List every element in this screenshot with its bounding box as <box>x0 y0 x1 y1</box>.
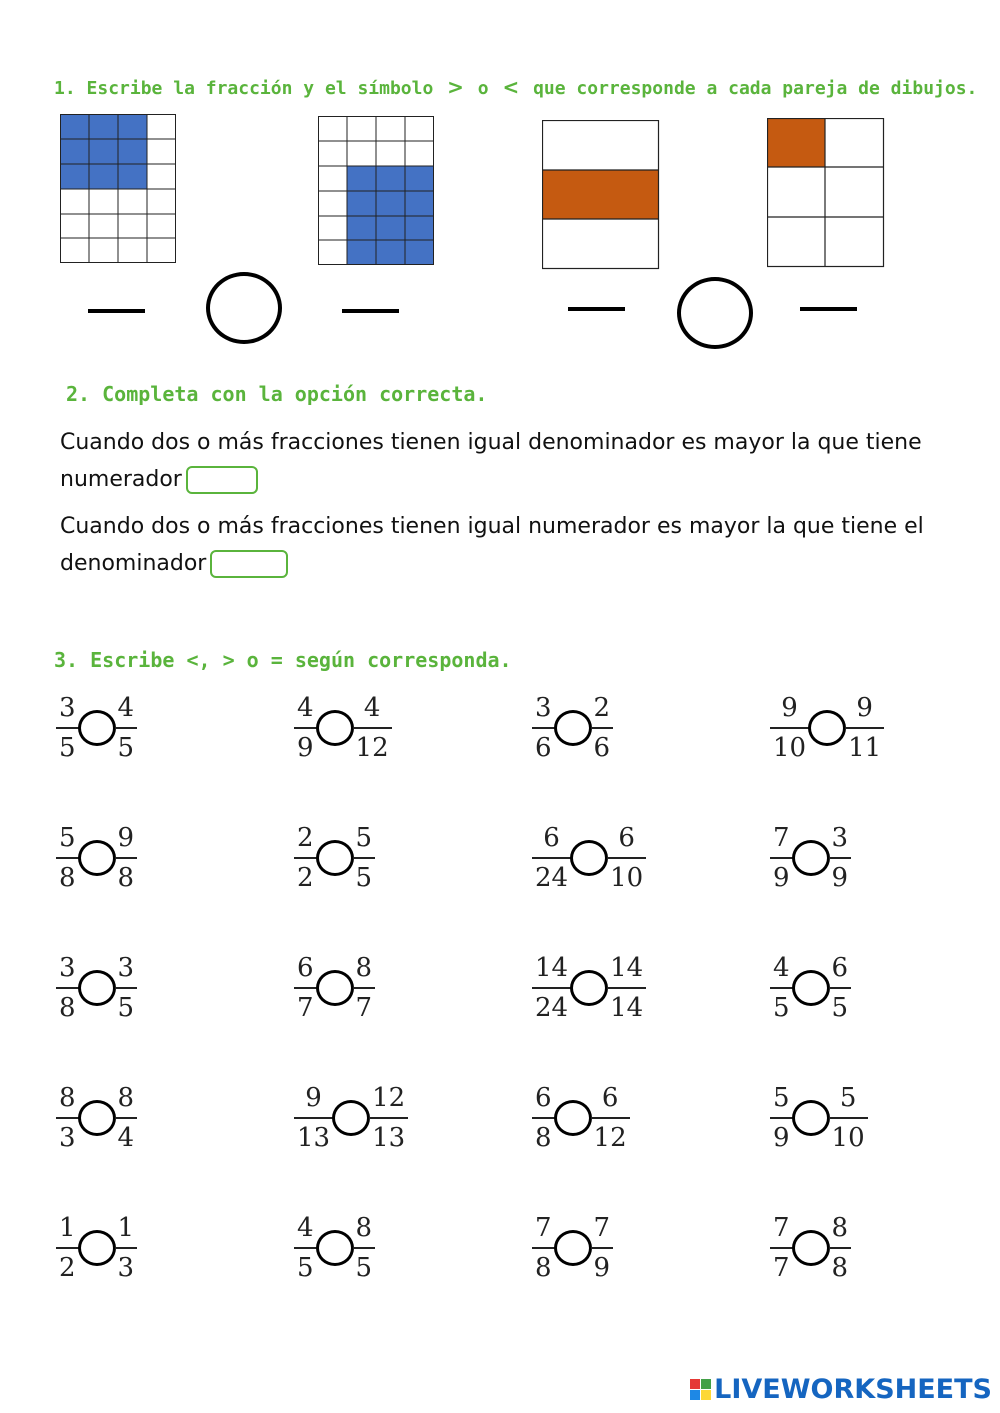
denominator: 6 <box>535 733 552 763</box>
denominator: 10 <box>610 863 644 893</box>
fraction-left <box>770 955 793 1021</box>
fraction-left <box>770 695 809 761</box>
less-than-symbol: < <box>502 75 520 99</box>
numerator: 5 <box>839 1083 857 1113</box>
comparison-symbol-circle[interactable] <box>808 710 846 746</box>
denominator: 11 <box>848 733 882 763</box>
comparison-item <box>770 688 884 768</box>
denominator: 8 <box>831 1253 849 1283</box>
fraction-left <box>532 1085 555 1151</box>
fraction-left <box>56 825 79 891</box>
section-3-title: Escribe <, > o = según corresponda. <box>90 648 512 672</box>
denominator: 9 <box>773 863 790 893</box>
numerator: 6 <box>535 1083 552 1113</box>
comparison-symbol-circle[interactable] <box>554 1100 592 1136</box>
comparison-symbol-circle[interactable] <box>792 1230 830 1266</box>
fraction-answer-line-3[interactable] <box>568 307 625 311</box>
numerator: 4 <box>117 693 135 723</box>
numerator: 6 <box>831 953 849 983</box>
denominator: 5 <box>355 1253 373 1283</box>
numerator: 8 <box>355 1213 373 1243</box>
fraction-left <box>532 955 571 1021</box>
section-2-title: Completa con la opción correcta. <box>102 382 488 406</box>
numerator: 8 <box>117 1083 135 1113</box>
denominator: 13 <box>372 1123 406 1153</box>
comparison-item <box>294 688 392 768</box>
statement-1-label: numerador <box>60 467 182 492</box>
section-2-heading <box>66 382 487 406</box>
fraction-right <box>591 695 614 761</box>
numerator: 6 <box>618 823 635 853</box>
fraction-right <box>353 825 376 891</box>
comparison-symbol-circle[interactable] <box>570 840 608 876</box>
statement-1-line-2 <box>60 466 258 494</box>
denominator: 5 <box>59 733 76 763</box>
denominator: 5 <box>297 1253 314 1283</box>
denominator: 3 <box>117 1253 135 1283</box>
fraction-right <box>829 1085 868 1151</box>
comparison-item <box>770 948 851 1028</box>
fraction-right <box>353 955 376 1021</box>
denominator: 9 <box>297 733 314 763</box>
comparison-item <box>56 688 137 768</box>
fraction-answer-line-1[interactable] <box>88 309 145 313</box>
fraction-left <box>56 1215 79 1281</box>
blue-fraction-figure-2 <box>318 116 435 266</box>
fraction-left <box>770 825 793 891</box>
numerator: 9 <box>856 693 873 723</box>
denominator: 24 <box>535 993 569 1023</box>
numerator: 7 <box>773 1213 790 1243</box>
numerator: 1 <box>59 1213 76 1243</box>
numerator: 3 <box>117 953 135 983</box>
greater-than-symbol: > <box>447 75 464 99</box>
fraction-right <box>115 825 138 891</box>
comparison-item <box>56 818 137 898</box>
comparison-item <box>294 948 375 1028</box>
comparison-item <box>294 1208 375 1288</box>
comparison-symbol-circle[interactable] <box>332 1100 370 1136</box>
numerator: 6 <box>543 823 560 853</box>
fraction-right <box>607 955 646 1021</box>
fraction-right <box>369 1085 408 1151</box>
fraction-right <box>115 955 138 1021</box>
comparison-symbol-circle[interactable] <box>78 1100 116 1136</box>
comparison-item <box>56 1208 137 1288</box>
fraction-right <box>591 1085 630 1151</box>
fraction-left <box>56 955 79 1021</box>
fraction-right <box>607 825 646 891</box>
numerator: 2 <box>297 823 314 853</box>
section-1-text-mid: o <box>477 78 489 99</box>
denominator: 8 <box>535 1253 552 1283</box>
fraction-right <box>829 955 852 1021</box>
section-1-text-after: que corresponde a cada pareja de dibujos. <box>533 78 978 99</box>
fraction-left <box>294 955 317 1021</box>
numerator-answer-box[interactable] <box>186 466 258 494</box>
numerator: 5 <box>773 1083 790 1113</box>
numerator: 14 <box>610 953 644 983</box>
numerator: 4 <box>773 953 790 983</box>
comparison-item <box>770 1208 851 1288</box>
numerator: 14 <box>535 953 569 983</box>
numerator: 3 <box>831 823 849 853</box>
denominator: 9 <box>593 1253 611 1283</box>
denominator: 13 <box>297 1123 331 1153</box>
fraction-left <box>770 1215 793 1281</box>
numerator: 4 <box>297 1213 314 1243</box>
fraction-left <box>532 695 555 761</box>
numerator: 6 <box>601 1083 619 1113</box>
fraction-right <box>115 1215 138 1281</box>
denominator: 10 <box>831 1123 865 1153</box>
comparison-item <box>532 1208 613 1288</box>
denominator: 2 <box>59 1253 76 1283</box>
comparison-item <box>294 818 375 898</box>
statement-2-line-1: Cuando dos o más fracciones tienen igual numerador es mayor la que tiene el <box>60 514 924 539</box>
numerator: 12 <box>372 1083 406 1113</box>
section-3-heading <box>54 648 512 672</box>
fraction-right <box>115 695 138 761</box>
denominator: 7 <box>297 993 314 1023</box>
denominator: 8 <box>59 863 76 893</box>
fraction-left <box>294 1215 317 1281</box>
fraction-answer-line-4[interactable] <box>800 307 857 311</box>
statement-2-line-2 <box>60 550 288 578</box>
comparison-item <box>770 818 851 898</box>
fraction-right <box>353 1215 376 1281</box>
section-1-number: 1. <box>54 78 76 99</box>
denominator-answer-box[interactable] <box>210 550 288 578</box>
statement-1-line-1: Cuando dos o más fracciones tienen igual denominador es mayor la que tiene <box>60 430 922 455</box>
numerator: 6 <box>297 953 314 983</box>
orange-fraction-figure-2 <box>767 118 885 268</box>
denominator: 10 <box>773 733 807 763</box>
symbol-answer-circle-1[interactable] <box>206 272 282 344</box>
denominator: 5 <box>117 993 135 1023</box>
numerator: 3 <box>59 953 76 983</box>
numerator: 8 <box>355 953 373 983</box>
denominator: 2 <box>297 863 314 893</box>
comparison-symbol-circle[interactable] <box>554 1230 592 1266</box>
denominator: 8 <box>59 993 76 1023</box>
symbol-answer-circle-2[interactable] <box>677 277 753 349</box>
denominator: 7 <box>355 993 373 1023</box>
numerator: 5 <box>59 823 76 853</box>
fraction-answer-line-2[interactable] <box>342 309 399 313</box>
comparison-symbol-circle[interactable] <box>78 970 116 1006</box>
denominator: 5 <box>773 993 790 1023</box>
denominator: 3 <box>59 1123 76 1153</box>
comparison-symbol-circle[interactable] <box>570 970 608 1006</box>
numerator: 7 <box>773 823 790 853</box>
denominator: 5 <box>831 993 849 1023</box>
comparison-symbol-circle[interactable] <box>78 710 116 746</box>
denominator: 7 <box>773 1253 790 1283</box>
liveworksheets-logo <box>690 1374 992 1405</box>
comparison-symbol-circle[interactable] <box>792 1100 830 1136</box>
comparison-symbol-circle[interactable] <box>792 840 830 876</box>
comparison-symbol-circle[interactable] <box>78 1230 116 1266</box>
comparison-item <box>532 688 613 768</box>
numerator: 2 <box>593 693 611 723</box>
denominator: 12 <box>355 733 389 763</box>
logo-text: LIVEWORKSHEETS <box>714 1374 992 1405</box>
section-2-number: 2. <box>66 382 91 406</box>
numerator: 9 <box>781 693 798 723</box>
orange-fraction-figure-1 <box>542 120 660 270</box>
numerator: 3 <box>59 693 76 723</box>
section-1-heading <box>54 75 977 99</box>
numerator: 5 <box>355 823 373 853</box>
denominator: 24 <box>535 863 569 893</box>
denominator: 8 <box>535 1123 552 1153</box>
fraction-right <box>591 1215 614 1281</box>
numerator: 9 <box>305 1083 322 1113</box>
fraction-left <box>294 695 317 761</box>
liveworksheets-logo-icon <box>690 1379 711 1400</box>
comparison-symbol-circle[interactable] <box>554 710 592 746</box>
fraction-left <box>532 825 571 891</box>
denominator: 5 <box>117 733 135 763</box>
comparison-symbol-circle[interactable] <box>316 1230 354 1266</box>
numerator: 3 <box>535 693 552 723</box>
comparison-item <box>532 948 646 1028</box>
section-3-number: 3. <box>54 648 79 672</box>
numerator: 9 <box>117 823 135 853</box>
comparison-symbol-circle[interactable] <box>316 710 354 746</box>
numerator: 8 <box>831 1213 849 1243</box>
comparison-symbol-circle[interactable] <box>792 970 830 1006</box>
fraction-left <box>56 1085 79 1151</box>
fraction-right <box>353 695 392 761</box>
denominator: 4 <box>117 1123 135 1153</box>
numerator: 7 <box>535 1213 552 1243</box>
statement-2-label: denominador <box>60 551 207 576</box>
fraction-right <box>845 695 884 761</box>
fraction-right <box>115 1085 138 1151</box>
comparison-symbol-circle[interactable] <box>78 840 116 876</box>
comparison-symbol-circle[interactable] <box>316 970 354 1006</box>
numerator: 1 <box>117 1213 135 1243</box>
denominator: 9 <box>831 863 849 893</box>
fraction-right <box>829 1215 852 1281</box>
fraction-left <box>294 1085 333 1151</box>
comparison-symbol-circle[interactable] <box>316 840 354 876</box>
numerator: 4 <box>363 693 381 723</box>
fraction-left <box>770 1085 793 1151</box>
blue-fraction-figure-1 <box>60 114 177 264</box>
fraction-left <box>56 695 79 761</box>
numerator: 7 <box>593 1213 611 1243</box>
comparison-item <box>770 1078 868 1158</box>
denominator: 6 <box>593 733 611 763</box>
numerator: 8 <box>59 1083 76 1113</box>
comparison-item <box>294 1078 408 1158</box>
fraction-left <box>532 1215 555 1281</box>
denominator: 8 <box>117 863 135 893</box>
fraction-left <box>294 825 317 891</box>
comparison-item <box>532 1078 630 1158</box>
comparison-item <box>56 948 137 1028</box>
comparison-item <box>56 1078 137 1158</box>
denominator: 5 <box>355 863 373 893</box>
section-1-text-before: Escribe la fracción y el símbolo <box>86 78 434 99</box>
denominator: 9 <box>773 1123 790 1153</box>
denominator: 14 <box>610 993 644 1023</box>
denominator: 12 <box>593 1123 627 1153</box>
numerator: 4 <box>297 693 314 723</box>
comparison-item <box>532 818 646 898</box>
fraction-right <box>829 825 852 891</box>
